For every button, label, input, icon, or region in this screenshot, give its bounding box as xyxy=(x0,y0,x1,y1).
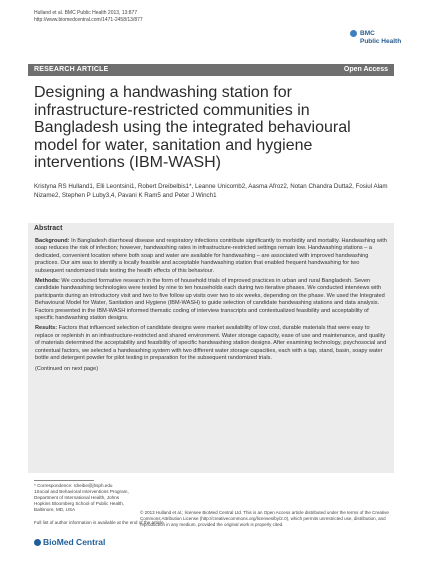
author-list: Kristyna RS Hulland1, Elli Leontsini1, Robert Dreibelbis1*, Leanne Unicomb2, Aasma Afroz2, Notan Chandra Dutta2, Fosiul Alam Nizame2, Stephen P Luby3,4, Pavani K Ram5 and Peter J Winch1 xyxy=(34,183,388,199)
open-access-label: Open Access xyxy=(343,66,388,73)
abstract-methods xyxy=(35,278,387,322)
article-title: Designing a handwashing station for infrastructure-restricted communities in Bangladesh using the integrated behavioural model for water, sanitation and hygiene interventions (IBM-WASH) xyxy=(34,84,351,171)
background-text: In Bangladesh diarrhoeal disease and respiratory infections contribute significantly to morbidity and mortality. Handwashing with soap reduces the risk of infection; however, handwashing rates in infrastructure-restricted settings remain low. Handwashing stations – a dedicated, convenient location where both soap and water are available for handwashing – are associated with improved handwashing practices. Our aim was to identify a locally feasible and acceptable handwashing station that enabled frequent handwashing for two subsequent randomized trials testing the health effects of this behaviour. xyxy=(35,238,387,274)
methods-label: Methods: xyxy=(35,278,60,285)
abstract-background xyxy=(35,238,387,275)
results-text: Factors that influenced selection of candidate designs were market availability of low cost, durable materials that were easy to replace or replenish in an infrastructure-restricted and shared environment. Water storage capacity, ease of use and maintenance, and quality of materials determined the acceptability and feasibility of specific handwashing station designs. After examining technology, psychosocial and contextual factors, we selected a handwashing system with two different water storage capacities, each with a tap, stand, basin, soapy water bottle and detergent powder for pilot testing in preparation for the subsequent randomized trials. xyxy=(35,325,387,362)
brand-line-1: BMC xyxy=(360,30,375,37)
license-text: © 2013 Hulland et al.; licensee BioMed Central Ltd. This is an Open Access article distributed under the terms of the Creative Commons Attribution License (http://creativecommons.org/licenses/by/2.0), which permits unrestricted use, distribution, and reproduction in any medium, provided the original work is properly cited. xyxy=(140,510,389,527)
footnote-divider xyxy=(34,480,94,481)
article-type-banner xyxy=(28,64,394,76)
citation-line: Hulland et al. BMC Public Health 2013, 13:877 xyxy=(34,10,138,16)
journal-logo-icon xyxy=(350,30,357,37)
publisher-name: BioMed Central xyxy=(43,537,106,547)
journal-brand xyxy=(360,30,410,46)
biomed-central-icon xyxy=(34,539,41,546)
publisher-logo xyxy=(34,537,105,547)
background-label: Background: xyxy=(35,238,70,244)
abstract-heading: Abstract xyxy=(34,225,63,232)
abstract-results xyxy=(35,325,387,362)
article-type-label: RESEARCH ARTICLE xyxy=(34,66,109,73)
author-info-note: Full list of author information is available at the end of the article xyxy=(34,520,164,525)
correspondence-block xyxy=(34,483,130,513)
abstract-body xyxy=(35,238,387,376)
correspondence-email[interactable]: * Correspondence: rdreibe@jhsph.edu xyxy=(34,483,113,488)
results-label: Results: xyxy=(35,325,58,332)
abstract-box xyxy=(28,223,394,473)
continued-note: (Continued on next page) xyxy=(35,365,99,372)
affiliation: 1Social and Behavioral Interventions Program, Department of International Health, Johns Hopkins Bloomberg School of Public Health, Baltimore, MD, USA xyxy=(34,489,129,512)
brand-line-2: Public Health xyxy=(360,38,402,45)
methods-text: We conducted formative research in the form of household trials of improved practices in urban and rural Bangladesh. Seven candidate handwashing technologies were tested by nine to ten households each during two iterative phases. We conducted interviews with participants during an introductory visit and two to five follow up visits over two to six weeks, depending on the phase. We used the Integrated Behavioural Model for Water, Sanitation and Hygiene (IBM-WASH) to guide selection of candidate handwashing stations and data analysis. Factors presented in the IBM-WASH informed thematic coding of interview transcripts and contextualized feasibility and acceptability of specific handwashing station designs. xyxy=(35,278,385,322)
citation-header xyxy=(34,10,143,24)
article-url[interactable]: http://www.biomedcentral.com/1471-2458/13/877 xyxy=(34,17,143,23)
